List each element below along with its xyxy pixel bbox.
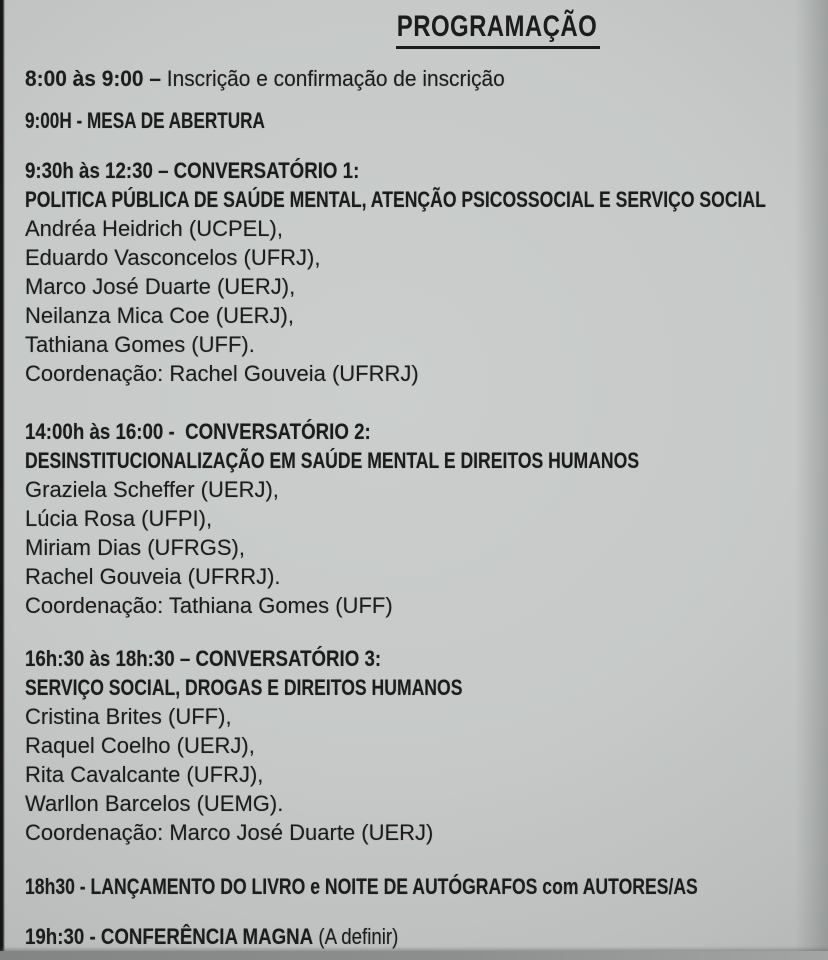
registration-time: 8:00 às 9:00 –	[25, 66, 161, 91]
session-3	[25, 644, 828, 847]
left-edge-shadow	[0, 0, 5, 960]
session-1-theme: POLITICA PÚBLICA DE SAÚDE MENTAL, ATENÇÃO PSICOSSOCIAL E SERVIÇO SOCIAL	[25, 187, 766, 212]
bottom-edge-shadow	[0, 951, 828, 960]
speaker-line: Lúcia Rosa (UFPI),	[25, 506, 213, 531]
book-launch-line: 18h30 - LANÇAMENTO DO LIVRO e NOITE DE AUTÓGRAFOS com AUTORES/AS	[25, 874, 698, 899]
speaker-line: Graziela Scheffer (UERJ),	[25, 477, 279, 502]
session-1-time: 9:30h às 12:30 – CONVERSATÓRIO 1:	[25, 158, 360, 183]
session-2-coordination: Coordenação: Tathiana Gomes (UFF)	[25, 593, 393, 618]
session-2	[25, 417, 828, 620]
speaker-line: Rachel Gouveia (UFRRJ).	[25, 564, 281, 589]
session-2-theme: DESINSTITUCIONALIZAÇÃO EM SAÚDE MENTAL E DIREITOS HUMANOS	[25, 448, 640, 473]
registration-entry	[25, 64, 828, 93]
session-1-coordination: Coordenação: Rachel Gouveia (UFRRJ)	[25, 361, 419, 386]
registration-description: Inscrição e confirmação de inscrição	[160, 66, 505, 91]
speaker-line: Rita Cavalcante (UFRJ),	[25, 762, 264, 787]
speaker-line: Cristina Brites (UFF),	[25, 704, 232, 729]
speaker-line: Andréa Heidrich (UCPEL),	[25, 216, 283, 241]
page-title: PROGRAMAÇÃO	[396, 10, 600, 49]
opening-line: 9:00H - MESA DE ABERTURA	[25, 108, 265, 133]
session-1	[25, 156, 828, 388]
session-2-time: 14:00h às 16:00 - CONVERSATÓRIO 2:	[25, 419, 371, 444]
speaker-line: Warllon Barcelos (UEMG).	[25, 791, 284, 816]
speaker-line: Marco José Duarte (UERJ),	[25, 274, 296, 299]
registration-line	[25, 64, 788, 93]
session-3-time: 16h:30 às 18h:30 – CONVERSATÓRIO 3:	[25, 646, 382, 671]
speaker-line: Miriam Dias (UFRGS),	[25, 535, 245, 560]
opening-entry	[25, 106, 828, 135]
session-3-coordination: Coordenação: Marco José Duarte (UERJ)	[25, 820, 434, 845]
conference-note: (A definir)	[313, 924, 399, 949]
speaker-line: Eduardo Vasconcelos (UFRJ),	[25, 245, 321, 270]
speaker-line: Raquel Coelho (UERJ),	[25, 733, 255, 758]
speaker-line: Tathiana Gomes (UFF).	[25, 332, 255, 357]
session-3-theme: SERVIÇO SOCIAL, DROGAS E DIREITOS HUMANOS	[25, 675, 463, 700]
conference-entry	[25, 922, 828, 951]
conference-time: 19h:30 - CONFERÊNCIA MAGNA	[25, 924, 314, 949]
speaker-line: Neilanza Mica Coe (UERJ),	[25, 303, 294, 328]
conference-line	[25, 922, 708, 951]
book-launch-entry	[25, 872, 828, 901]
